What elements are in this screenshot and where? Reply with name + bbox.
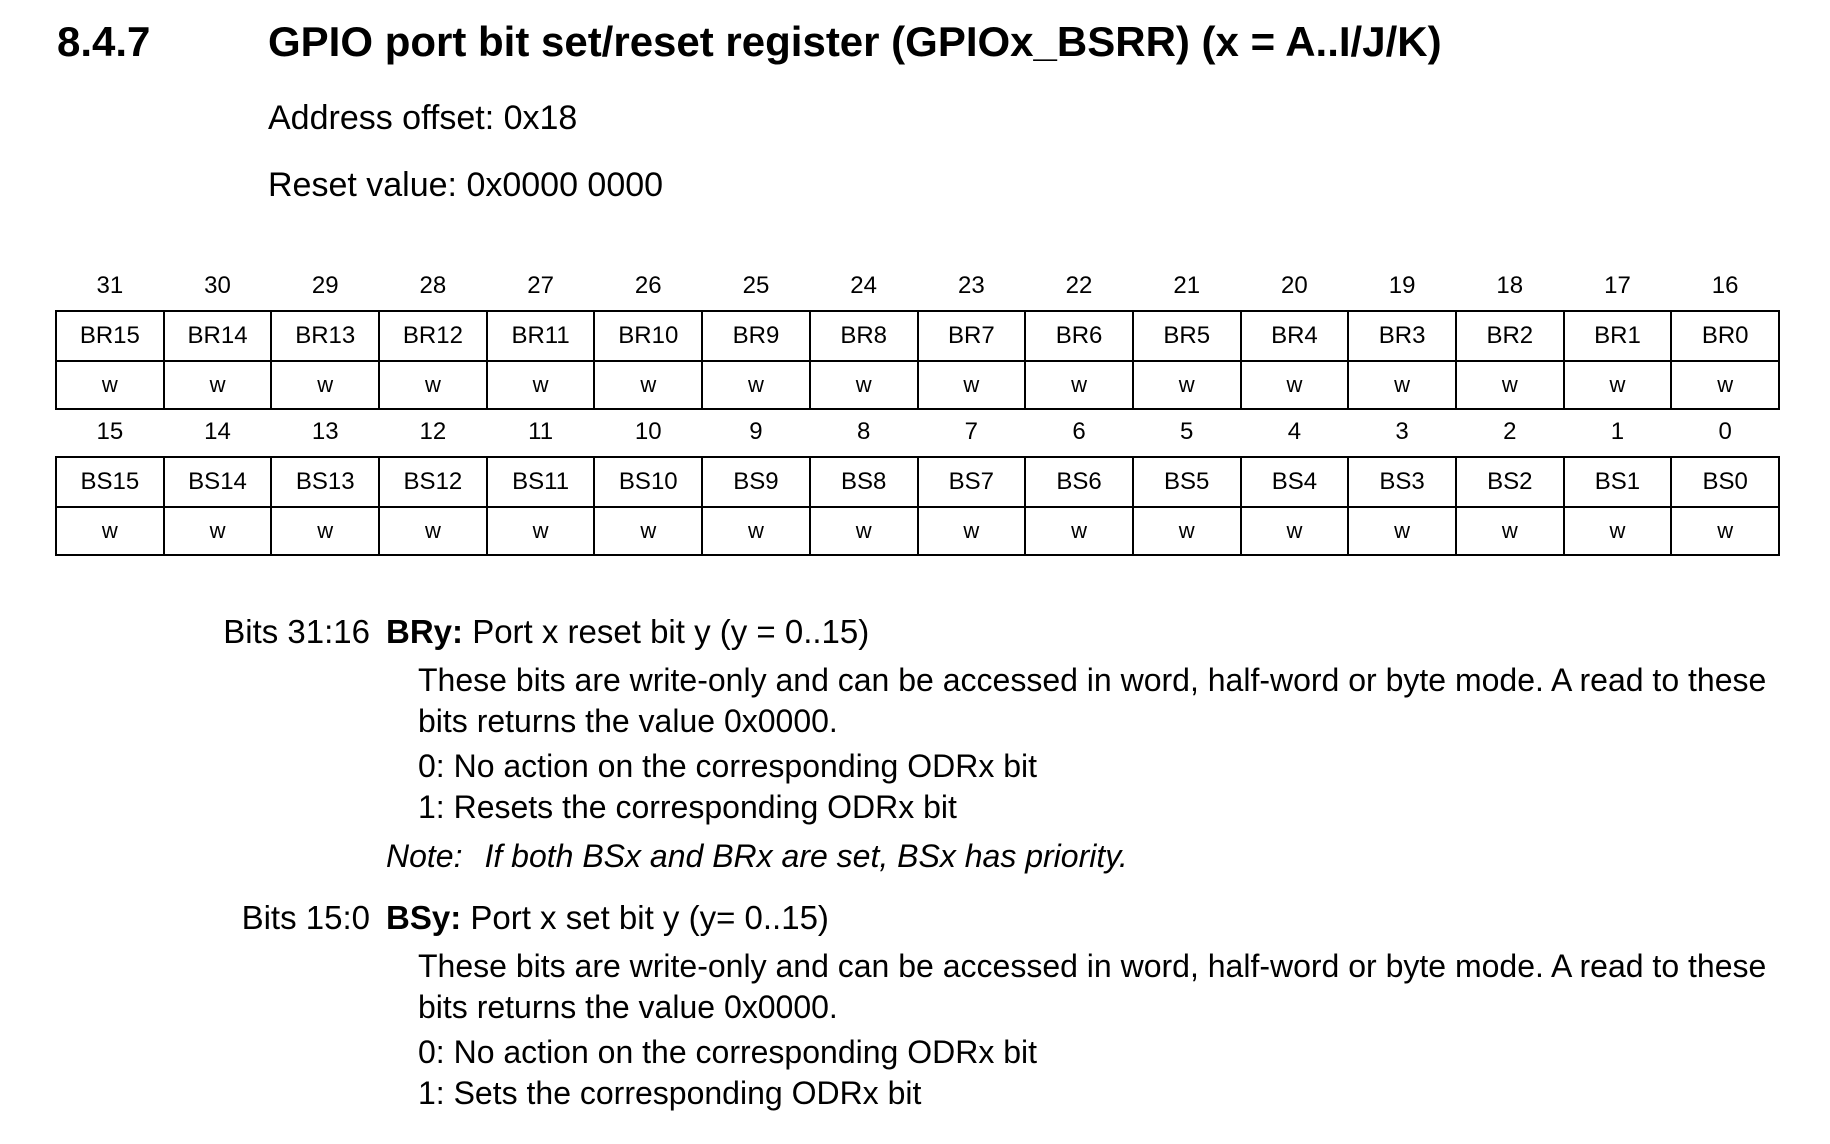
field-cell: BR11 [487, 311, 595, 361]
access-cell: w [56, 361, 164, 409]
field-cell: BR5 [1133, 311, 1241, 361]
bit-number: 0 [1718, 418, 1732, 445]
reset-value: Reset value: 0x0000 0000 [268, 166, 664, 204]
bit-number: 6 [1072, 418, 1086, 445]
access-cell: w [164, 361, 272, 409]
bit-number: 13 [311, 418, 339, 445]
bit-number: 7 [964, 418, 979, 445]
field-cell: BR2 [1456, 311, 1564, 361]
field-cell: BR9 [702, 311, 810, 361]
access-type-row [56, 507, 1779, 555]
field-cell: BR6 [1025, 311, 1133, 361]
field-cell: BR8 [810, 311, 918, 361]
register-lower-table [55, 408, 1780, 556]
field-cell: BS9 [702, 457, 810, 507]
field-cell: BS5 [1133, 457, 1241, 507]
field-cell: BR7 [918, 311, 1026, 361]
section-title: GPIO port bit set/reset register (GPIOx_BSRR) (x = A..I/J/K) [268, 18, 1442, 65]
access-cell: w [1671, 361, 1779, 409]
value-1: 1: Sets the corresponding ODRx bit [418, 1075, 922, 1111]
value-list [418, 746, 1768, 828]
access-cell: w [1564, 507, 1672, 555]
bit-number: 21 [1173, 272, 1201, 299]
field-cell: BS14 [164, 457, 272, 507]
bit-number: 20 [1281, 272, 1308, 299]
bit-number: 11 [528, 418, 554, 445]
field-summary: Port x set bit y (y= 0..15) [470, 899, 829, 936]
access-cell: w [702, 361, 810, 409]
register-upper-table [55, 262, 1780, 410]
access-cell: w [1456, 361, 1564, 409]
access-cell: w [487, 361, 595, 409]
bit-number: 16 [1711, 272, 1739, 299]
section-number: 8.4.7 [57, 18, 151, 65]
bit-number: 17 [1604, 272, 1631, 299]
bit-number: 27 [527, 272, 554, 299]
access-cell: w [1348, 361, 1456, 409]
field-cell: BR12 [379, 311, 487, 361]
access-cell: w [594, 361, 702, 409]
access-cell: w [271, 507, 379, 555]
bit-number: 23 [957, 272, 985, 299]
note-text: If both BSx and BRx are set, BSx has priority. [484, 838, 1128, 874]
note-label: Note: [386, 838, 463, 874]
field-cell: BR1 [1564, 311, 1672, 361]
field-cell: BS15 [56, 457, 164, 507]
field-cell: BS0 [1671, 457, 1779, 507]
field-name-row [56, 311, 1779, 361]
field-heading [386, 612, 869, 652]
field-cell: BR10 [594, 311, 702, 361]
field-cell: BS4 [1241, 457, 1349, 507]
bit-number: 28 [419, 272, 447, 299]
access-cell: w [1241, 361, 1349, 409]
bit-number: 24 [850, 272, 877, 299]
value-0: 0: No action on the corresponding ODRx bit [418, 1034, 1037, 1070]
bit-number: 25 [742, 272, 770, 299]
bit-number: 5 [1180, 418, 1194, 445]
access-cell: w [1133, 507, 1241, 555]
access-cell: w [1241, 507, 1349, 555]
access-cell: w [56, 507, 164, 555]
address-offset: Address offset: 0x18 [268, 99, 578, 137]
access-cell: w [1025, 507, 1133, 555]
field-cell: BR14 [164, 311, 272, 361]
access-cell: w [164, 507, 272, 555]
bit-number: 3 [1395, 418, 1409, 445]
bit-number-row [56, 408, 1779, 457]
description-text: These bits are write-only and can be accessed in word, half-word or byte mode. A read to these bits returns the value 0x0000. [418, 662, 1767, 739]
value-1: 1: Resets the corresponding ODRx bit [418, 789, 957, 825]
access-cell: w [271, 361, 379, 409]
bit-number: 26 [634, 272, 662, 299]
bit-number-row [56, 262, 1779, 311]
field-cell: BS11 [487, 457, 595, 507]
field-name-row [56, 457, 1779, 507]
bit-number: 4 [1287, 418, 1302, 445]
field-cell: BS2 [1456, 457, 1564, 507]
field-heading [386, 898, 829, 938]
bit-number: 19 [1388, 272, 1416, 299]
bit-number: 9 [749, 418, 763, 445]
bit-number: 15 [96, 418, 124, 445]
access-cell: w [1456, 507, 1564, 555]
access-cell: w [1564, 361, 1672, 409]
field-cell: BR0 [1671, 311, 1779, 361]
bit-number: 8 [856, 418, 871, 445]
access-type-row [56, 361, 1779, 409]
access-cell: w [594, 507, 702, 555]
description-text: These bits are write-only and can be accessed in word, half-word or byte mode. A read to these bits returns the value 0x0000. [418, 948, 1767, 1025]
access-cell: w [702, 507, 810, 555]
access-cell: w [918, 507, 1026, 555]
bit-number: 31 [96, 272, 124, 299]
field-cell: BS13 [271, 457, 379, 507]
bit-number: 14 [204, 418, 231, 445]
field-cell: BS10 [594, 457, 702, 507]
bit-number: 1 [1610, 418, 1625, 445]
field-cell: BS12 [379, 457, 487, 507]
field-name: BSy: [386, 899, 462, 936]
bit-number: 22 [1065, 272, 1093, 299]
access-cell: w [379, 361, 487, 409]
field-cell: BR15 [56, 311, 164, 361]
field-cell: BS8 [810, 457, 918, 507]
bit-number: 10 [634, 418, 662, 445]
field-cell: BS1 [1564, 457, 1672, 507]
field-cell: BS7 [918, 457, 1026, 507]
field-cell: BR13 [271, 311, 379, 361]
bit-range-label: Bits 15:0 [241, 899, 370, 936]
access-cell: w [810, 361, 918, 409]
bit-number: 30 [204, 272, 231, 299]
access-cell: w [810, 507, 918, 555]
field-cell: BS6 [1025, 457, 1133, 507]
bit-number: 2 [1503, 418, 1517, 445]
access-cell: w [487, 507, 595, 555]
value-0: 0: No action on the corresponding ODRx bit [418, 748, 1037, 784]
value-list [418, 1032, 1768, 1114]
bit-range-label: Bits 31:16 [223, 613, 370, 650]
field-cell: BR3 [1348, 311, 1456, 361]
field-cell: BS3 [1348, 457, 1456, 507]
field-summary: Port x reset bit y (y = 0..15) [472, 613, 870, 650]
field-cell: BR4 [1241, 311, 1349, 361]
bit-number: 29 [311, 272, 339, 299]
access-cell: w [379, 507, 487, 555]
access-cell: w [918, 361, 1026, 409]
field-description [418, 946, 1768, 1114]
field-name: BRy: [386, 613, 464, 650]
bit-number: 18 [1496, 272, 1524, 299]
note [386, 836, 1128, 876]
access-cell: w [1348, 507, 1456, 555]
access-cell: w [1671, 507, 1779, 555]
bit-number: 12 [419, 418, 447, 445]
field-description [418, 660, 1768, 828]
access-cell: w [1133, 361, 1241, 409]
access-cell: w [1025, 361, 1133, 409]
